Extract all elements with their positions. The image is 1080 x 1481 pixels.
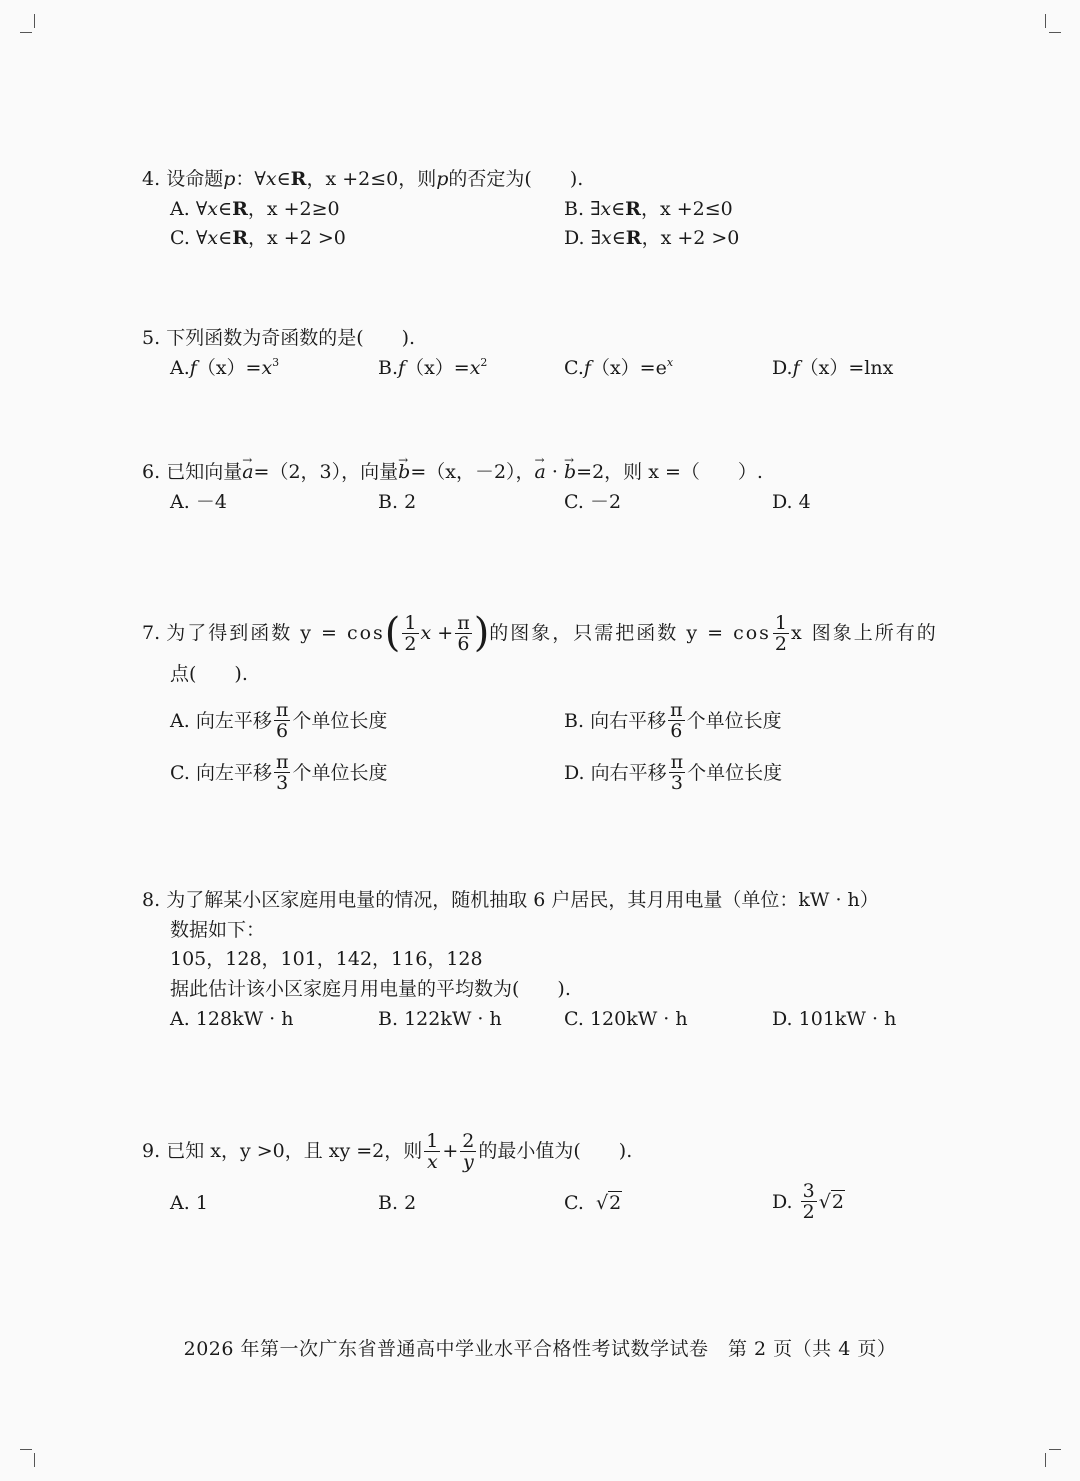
option-b[interactable] xyxy=(564,700,782,741)
stem-text: 已知向量 xyxy=(166,461,243,483)
stem-text: =（x，－2）， xyxy=(410,461,535,483)
option-a[interactable] xyxy=(170,197,340,221)
vector-a: → a xyxy=(242,460,253,484)
stem-text: 点( ). xyxy=(170,663,248,685)
option-label: B. xyxy=(564,709,585,732)
option-value: －2 xyxy=(589,491,622,513)
in-symbol: ∈ xyxy=(611,198,626,220)
question-6 xyxy=(142,460,942,520)
numerator: π xyxy=(670,751,684,773)
option-d[interactable] xyxy=(564,226,739,250)
option-text: （x）= xyxy=(196,357,262,379)
question-8-stem-line4 xyxy=(170,977,571,1001)
in-symbol: ∈ xyxy=(218,198,233,220)
question-8-stem xyxy=(142,888,879,912)
option-c[interactable] xyxy=(170,752,387,793)
option-d[interactable] xyxy=(772,490,811,514)
option-a[interactable] xyxy=(170,1007,293,1031)
question-9 xyxy=(142,1126,942,1236)
question-8-data-list xyxy=(170,947,483,971)
question-8 xyxy=(142,888,942,1038)
numerator: 2 xyxy=(462,1129,475,1152)
option-b[interactable] xyxy=(564,197,733,221)
option-label: A. xyxy=(170,1192,190,1214)
stem-text: x 图象上所有的 xyxy=(791,622,938,644)
stem-text: 为了解某小区家庭用电量的情况，随机抽取 6 户居民，其月用电量（单位：kW · h） xyxy=(166,889,879,911)
numerator: 1 xyxy=(774,611,787,634)
option-value: 128kW · h xyxy=(195,1008,294,1030)
question-number: 7. xyxy=(142,622,161,644)
base: e xyxy=(655,357,667,379)
denominator: 3 xyxy=(670,772,683,794)
denominator: 3 xyxy=(276,772,289,794)
option-value: 120kW · h xyxy=(589,1008,688,1030)
vector-a: → a xyxy=(535,460,546,484)
variable-x: x xyxy=(207,227,219,249)
exponent: x xyxy=(666,356,674,369)
in-symbol: ∈ xyxy=(276,168,291,190)
question-number: 6. xyxy=(142,461,161,483)
option-label: C. xyxy=(564,357,584,379)
numerator: π xyxy=(275,751,289,773)
question-8-stem-line2 xyxy=(170,918,265,942)
question-7-stem-line2 xyxy=(170,662,248,686)
sqrt-two: √2 xyxy=(818,1190,844,1213)
sqrt-two: √2 xyxy=(596,1192,622,1214)
option-text: 个单位长度 xyxy=(686,709,782,732)
crop-mark-bottom-left xyxy=(20,1449,32,1450)
variable-x: x xyxy=(207,198,218,220)
denominator: 2 xyxy=(404,632,417,655)
option-label: B. xyxy=(564,198,585,220)
denominator: 6 xyxy=(670,720,683,742)
numerator: 1 xyxy=(404,611,417,634)
option-d[interactable] xyxy=(772,1181,845,1222)
question-number: 9. xyxy=(142,1140,161,1162)
denominator: y xyxy=(462,1150,474,1173)
vector-b: → b xyxy=(398,460,410,484)
page-footer: 2026 年第一次广东省普通高中学业水平合格性考试数学试卷 第 2 页（共 4 页） xyxy=(183,1338,897,1360)
option-d[interactable] xyxy=(772,356,893,380)
option-label: A. xyxy=(170,709,190,732)
stem-text: 已知 x，y >0，且 xy =2，则 xyxy=(166,1140,423,1162)
denominator: 6 xyxy=(276,720,289,742)
option-label: B. xyxy=(378,357,399,379)
option-text: （x）= xyxy=(590,357,656,379)
stem-text: 的图象，只需把函数 y = cos xyxy=(489,622,771,644)
variable-x: x xyxy=(265,168,277,190)
stem-text: =（2，3），向量 xyxy=(253,461,399,483)
data-values: 105，128，101，142，116，128 xyxy=(170,948,483,970)
stem-text: 数据如下： xyxy=(170,919,266,941)
option-c[interactable] xyxy=(564,356,673,380)
fraction xyxy=(668,700,685,741)
option-value: 101kW · h xyxy=(798,1008,897,1030)
denominator: 2 xyxy=(774,632,787,655)
fraction-pi-six xyxy=(455,613,472,654)
question-7 xyxy=(142,610,942,794)
fraction xyxy=(274,752,291,793)
option-text: 个单位长度 xyxy=(292,761,388,784)
crop-mark-top-right xyxy=(1049,32,1061,33)
option-label: C. xyxy=(564,1008,584,1030)
option-label: C. xyxy=(564,1192,584,1214)
question-number: 5. xyxy=(142,327,161,349)
real-set-symbol: R xyxy=(232,198,248,220)
option-text: ，x +2 >0 xyxy=(248,227,346,249)
function-f: f xyxy=(189,357,197,379)
question-6-stem xyxy=(142,460,763,484)
function-f: f xyxy=(583,357,591,379)
option-value: 122kW · h xyxy=(404,1008,502,1030)
crop-mark-bottom-right xyxy=(1045,1453,1046,1467)
option-label: B. xyxy=(378,1192,399,1214)
option-label: D. xyxy=(772,491,793,513)
variable-x: x xyxy=(600,198,612,220)
option-text: ，x +2 >0 xyxy=(641,227,740,249)
right-paren: ) xyxy=(473,610,490,656)
question-9-stem xyxy=(142,1126,632,1176)
crop-mark-top-right xyxy=(1045,14,1046,28)
fraction-one-half xyxy=(402,613,418,654)
function-f: f xyxy=(792,357,800,379)
quantifier: ∀ xyxy=(195,198,208,220)
option-d[interactable] xyxy=(564,752,782,793)
forall-symbol: ∀ xyxy=(254,168,266,190)
option-text: 个单位长度 xyxy=(687,761,783,784)
stem-text: 据此估计该小区家庭月用电量的平均数为( ). xyxy=(170,978,571,1000)
option-label: D. xyxy=(564,761,585,784)
fraction-one-over-x xyxy=(424,1131,440,1172)
fraction-three-halves xyxy=(801,1181,817,1222)
option-label: D. xyxy=(564,227,585,249)
numerator: π xyxy=(275,699,289,721)
stem-text: 的最小值为( ). xyxy=(478,1140,633,1162)
in-symbol: ∈ xyxy=(218,227,233,249)
option-c[interactable] xyxy=(170,226,346,250)
base: x xyxy=(261,357,273,379)
option-c[interactable] xyxy=(564,490,621,514)
option-label: A. xyxy=(170,198,190,220)
left-paren: ( xyxy=(384,610,401,656)
radicand: 2 xyxy=(609,1192,622,1214)
fraction-two-over-y xyxy=(460,1131,476,1172)
numerator: π xyxy=(457,611,470,634)
option-text: （x）= xyxy=(799,357,865,379)
option-value: 1 xyxy=(195,1192,208,1214)
numerator: 1 xyxy=(426,1129,439,1152)
option-value: 2 xyxy=(404,491,417,513)
denominator: x xyxy=(426,1150,438,1173)
option-label: A. xyxy=(170,1008,190,1030)
variable-p: p xyxy=(436,168,449,190)
option-c[interactable] xyxy=(564,1007,688,1031)
option-a[interactable] xyxy=(170,1191,208,1215)
option-text: 向右平移 xyxy=(590,709,667,732)
stem-text: ： xyxy=(235,168,255,190)
numerator: 3 xyxy=(802,1180,815,1202)
option-b[interactable] xyxy=(378,1007,502,1031)
option-label: C. xyxy=(170,227,190,249)
option-value: －4 xyxy=(195,491,227,513)
option-a[interactable] xyxy=(170,490,227,514)
option-b[interactable] xyxy=(378,356,487,380)
option-a[interactable] xyxy=(170,356,279,380)
stem-text: 设命题 xyxy=(166,168,224,190)
quantifier: ∀ xyxy=(195,227,208,249)
option-c[interactable] xyxy=(564,1191,622,1215)
stem-text: =2，则 x =（ ）. xyxy=(576,461,763,483)
question-5 xyxy=(142,326,942,386)
fraction xyxy=(274,700,291,741)
real-set-symbol: R xyxy=(625,227,642,249)
numerator: π xyxy=(670,699,683,721)
exponent: 3 xyxy=(272,356,280,369)
option-label: D. xyxy=(772,1008,793,1030)
question-4 xyxy=(142,167,942,257)
question-5-stem xyxy=(142,326,415,350)
function-f: f xyxy=(398,357,406,379)
option-a[interactable] xyxy=(170,700,387,741)
fraction xyxy=(669,752,686,793)
dot-product-symbol: · xyxy=(545,461,564,483)
option-label: B. xyxy=(378,491,399,513)
in-symbol: ∈ xyxy=(611,227,626,249)
question-4-stem xyxy=(142,167,583,191)
option-text: 向左平移 xyxy=(195,709,272,732)
real-set-symbol: R xyxy=(290,168,307,190)
option-label: D. xyxy=(772,357,793,379)
option-label: C. xyxy=(564,491,584,513)
option-label: A. xyxy=(170,491,190,513)
stem-text: 下列函数为奇函数的是( ). xyxy=(166,327,416,349)
option-label: A. xyxy=(170,357,190,379)
crop-mark-bottom-left xyxy=(34,1453,35,1467)
option-text: 向左平移 xyxy=(195,761,272,784)
option-text: （x）= xyxy=(405,357,470,379)
variable-x: x xyxy=(600,227,612,249)
fraction-one-half xyxy=(773,613,789,654)
question-number: 4. xyxy=(142,168,161,190)
stem-text: 的否定为( ). xyxy=(448,168,584,190)
plus-sign: + xyxy=(442,1140,459,1162)
base: lnx xyxy=(864,357,894,379)
exponent: 2 xyxy=(480,356,488,369)
option-text: 个单位长度 xyxy=(292,709,388,732)
option-label: B. xyxy=(378,1008,399,1030)
radicand: 2 xyxy=(831,1190,844,1213)
quantifier: ∃ xyxy=(590,198,601,220)
option-text: 向右平移 xyxy=(590,761,667,784)
option-label: D. xyxy=(772,1190,793,1213)
option-d[interactable] xyxy=(772,1007,896,1031)
option-b[interactable] xyxy=(378,1191,416,1215)
vector-b: → b xyxy=(564,460,576,484)
base: x xyxy=(469,357,481,379)
real-set-symbol: R xyxy=(232,227,249,249)
denominator: 2 xyxy=(802,1201,815,1223)
stem-text: 为了得到函数 y = cos xyxy=(166,622,385,644)
stem-text: ，x +2≤0，则 xyxy=(306,168,437,190)
crop-mark-top-left xyxy=(34,14,35,28)
crop-mark-bottom-right xyxy=(1049,1449,1061,1450)
option-value: 4 xyxy=(798,491,811,513)
real-set-symbol: R xyxy=(625,198,641,220)
quantifier: ∃ xyxy=(590,227,601,249)
variable-p: p xyxy=(223,168,236,190)
stem-text: x + xyxy=(420,622,454,644)
denominator: 6 xyxy=(457,632,470,655)
option-b[interactable] xyxy=(378,490,416,514)
option-text: ，x +2≥0 xyxy=(247,198,340,220)
question-number: 8. xyxy=(142,889,161,911)
crop-mark-top-left xyxy=(20,32,32,33)
question-7-stem xyxy=(142,610,938,656)
option-value: 2 xyxy=(404,1192,417,1214)
option-label: C. xyxy=(170,761,190,784)
option-text: ，x +2≤0 xyxy=(640,198,733,220)
